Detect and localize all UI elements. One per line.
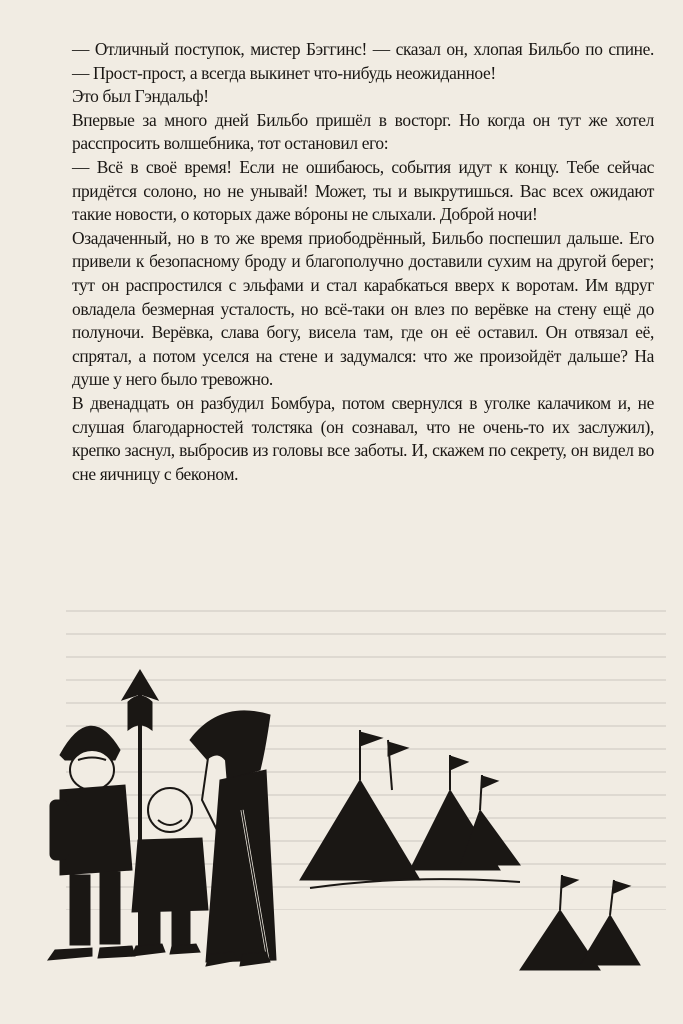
hobbit-figure xyxy=(132,788,208,956)
paragraph: В двенадцать он разбудил Бомбура, потом свернулся в уголке калачиком и, не слушая благодарностей толстяка (он сознавал, что не очень-то их заслужил), крепко заснул, выбросив из головы все заботы. И, скажем по секрету, он видел во сне яичницу с беконом. xyxy=(72,392,654,484)
paragraph: Озадаченный, но в то же время приободрённый, Бильбо поспешил дальше. Его привели к безопасному броду и благополучно доставили сухим на другой берег; тут он распростился с эльфами и стал карабкаться вверх к воротам. Им вдруг овладела безмерная усталость, но всё-таки он влез по верёвке на стену ещё до полуночи. Верёвка, слава богу, висела там, где он её оставил. Он отвязал её, спрятал, а потом уселся на стене и задумался: что же произойдёт дальше? На душе у него было тревожно. xyxy=(72,227,654,390)
ink-illustration xyxy=(20,660,660,1000)
paragraph: — Всё в своё время! Если не ошибаюсь, события идут к концу. Тебе сейчас придётся солоно, но не унывай! Может, ты и выкрутишься. Вас всех ожидают такие новости, о которых даже вóроны не слыхали. Доброй ночи! xyxy=(72,156,654,225)
paragraph: — Отличный поступок, мистер Бэггинс! — сказал он, хлопая Бильбо по спине. — Прост-прост, а всегда выкинет что-нибудь неожиданное! xyxy=(72,39,654,83)
body-text xyxy=(72,38,654,486)
tent-group-small xyxy=(520,875,640,970)
tent-group-large xyxy=(300,730,520,888)
paragraph: Это был Гэндальф! xyxy=(72,86,209,107)
hooded-wizard-figure xyxy=(190,711,276,966)
paragraph: Впервые за много дней Бильбо пришёл в восторг. Но когда он тут же хотел расспросить волшебника, тот остановил его: xyxy=(72,109,654,154)
